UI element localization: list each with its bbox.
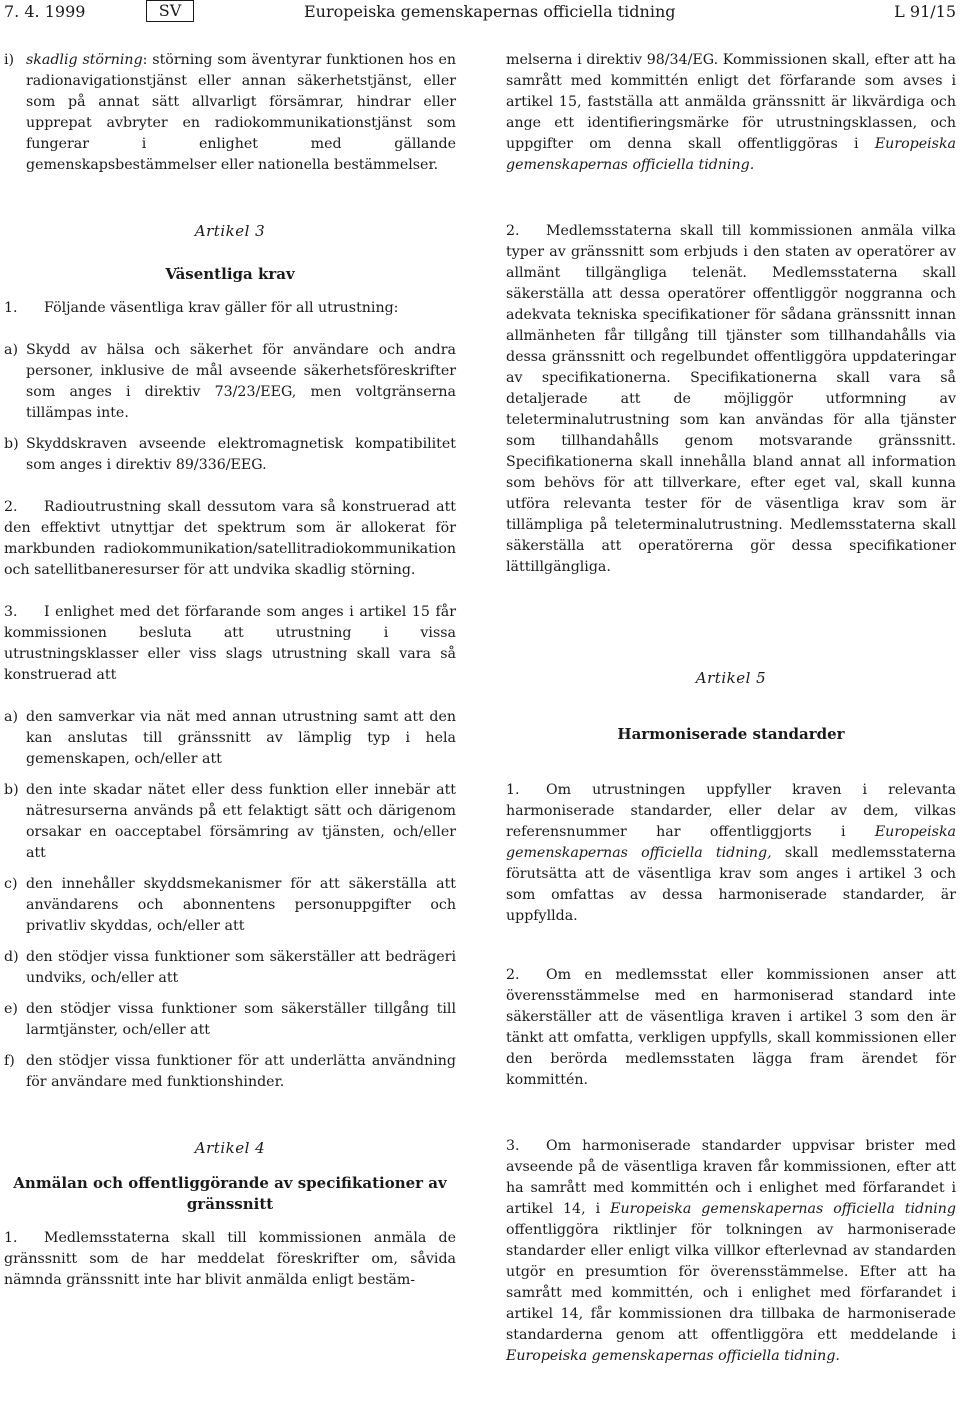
- article-3-title: Artikel 3: [194, 222, 266, 240]
- article-3-heading: Väsentliga krav: [165, 265, 295, 283]
- paragraph-3-2: 2. Radioutrustning skall dessutom vara så konstruerad att den effektivt utnyttjar det spektrum som är allokerat för markbunden radiokommunikation/satellitradiokommunikation och satellitbaneresurser för att undvika skadlig störning.: [4, 499, 456, 578]
- list-item: d) den stödjer vissa funktioner som säkerställer att bedrägeri undviks, och/eller att: [4, 949, 456, 986]
- list-item: f) den stödjer vissa funktioner för att underlätta användning för användare med funktionshinder.: [4, 1053, 456, 1090]
- paragraph-number: 1.: [4, 1230, 18, 1246]
- paragraph-4-2: 2. Medlemsstaterna skall till kommissionen anmäla vilka typer av gränssnitt som erbjuds i den staten av operatörer av allmänt tillgängliga telenät. Medlemsstaterna skall säkerställa att dessa operatörer offentliggör noggranna och adekvata tekniska specifikationer för sådana gränssnitt innan allmänheten får tillgång till tjänster som tillhandahålls via dessa gränssnitt och regelbundet offentliggöra uppdateringar av specifikationerna. Specifikationerna skall vara så detaljerade att de möjliggör utformning av teleterminalutrustning som kan användas för alla tjänster som tillhandahålls genom motsvarande gränssnitt. Specifikationerna skall innehålla bland annat all information som behövs för att tillverkare, efter eget val, skall kunna utföra relevanta tester för de väsentliga krav som är tillämpliga på teleterminalutrustning. Medlemsstaterna skall säkerställa att operatörerna gör dessa specifikationer lättillgängliga.: [506, 223, 956, 575]
- article-4-heading: Anmälan och offentliggörande av specifikationer av gränssnitt: [13, 1174, 447, 1213]
- list-item: a) den samverkar via nät med annan utrustning samt att den kan anslutas till gränssnitt av lämplig typ i hela gemenskapen, och/eller att: [4, 709, 456, 767]
- definition-text: : störning som äventyrar funktionen hos en radionavigationstjänst eller annan säkerhetstjänst, eller som på annat sätt allvarligt försämrar, hindrar eller upprepat avbryter en radiokommunikationstjänst som fungerar i enlighet med gällande gemenskapsbestämmelser eller nationella bestämmelser.: [26, 52, 456, 173]
- paragraph-5-1: 1. Om utrustningen uppfyller kraven i relevanta harmoniserade standarder, eller delar av dem, vilkas referensnummer har offentliggjorts i Europeiska gemenskapernas officiella tidning, skall medlemsstaterna förutsätta att de väsentliga krav som anges i artikel 3 och som omfattas av dessa harmoniserade standarder, är uppfyllda.: [506, 782, 956, 924]
- paragraph-number: 2.: [506, 223, 520, 239]
- definition-i: [4, 50, 456, 176]
- paragraph-4-1: 1. Medlemsstaterna skall till kommissionen anmäla de gränssnitt som de har meddelat föreskrifter om, såvida nämnda gränssnitt inte har blivit anmälda enligt bestäm-: [4, 1230, 456, 1288]
- paragraph-3-3: 3. I enlighet med det förfarande som anges i artikel 15 får kommissionen besluta att utrustning i vissa utrustningsklasser eller viss slags utrustning skall vara så konstruerad att: [4, 604, 456, 683]
- paragraph-4-1-continued: melserna i direktiv 98/34/EG. Kommissionen skall, efter att ha samrått med kommittén enligt det förfarande som avses i artikel 15, fastställa att anmälda gränssnitt är likvärdiga och ange ett identifieringsmärke för utrustningsklassen, och uppgifter om denna skall offentliggöras i Europeiska gemenskapernas officiella tidning.: [506, 52, 956, 173]
- paragraph-5-3: 3. Om harmoniserade standarder uppvisar brister med avseende på de väsentliga kraven får kommissionen, efter att ha samrått med kommittén och i enlighet med förfarandet i artikel 14, i Europeiska gemenskapernas officiella tidning offentliggöra riktlinjer för tolkningen av harmoniserade standarder eller enligt vilka villkor efterlevnad av standarden utgör en presumtion för överensstämmelse. Efter att ha samrått med kommittén, och i enlighet med förfarandet i artikel 14, får kommissionen dra tillbaka de harmoniserade standarderna genom att offentliggöra ett meddelande i Europeiska gemenskapernas officiella tidning.: [506, 1138, 956, 1364]
- issue-date: 7. 4. 1999: [4, 2, 86, 21]
- page-header: [0, 0, 960, 24]
- article-4-title: Artikel 4: [194, 1139, 266, 1157]
- defined-term: skadlig störning: [26, 52, 143, 68]
- journal-reference: Europeiska gemenskapernas officiella tidning.: [506, 1348, 840, 1364]
- list-item: c) den innehåller skyddsmekanismer för att säkerställa att användarens och abonnentens personuppgifter och privatliv skyddas, och/eller att: [4, 876, 456, 934]
- list-item: a) Skydd av hälsa och säkerhet för användare och andra personer, inklusive de mål avseende säkerhetsföreskrifter som anges i direktiv 73/23/EEG, men voltgränserna tillämpas inte.: [4, 342, 456, 421]
- journal-reference: Europeiska gemenskapernas officiella tidning.: [506, 136, 956, 173]
- list-item: b) Skyddskraven avseende elektromagnetisk kompatibilitet som anges i direktiv 89/336/EEG.: [4, 436, 456, 473]
- journal-reference: Europeiska gemenskapernas officiella tidning,: [506, 824, 956, 861]
- journal-title: Europeiska gemenskapernas officiella tidning: [304, 2, 676, 21]
- paragraph-number: 1.: [4, 300, 18, 316]
- list-item: b) den inte skadar nätet eller dess funktion eller innebär att nätresurserna används på ett felaktigt sätt och därigenom orsakar en oacceptabel försämring av tjänsten, och/eller att: [4, 782, 456, 861]
- right-column: [506, 40, 956, 1367]
- journal-reference: Europeiska gemenskapernas officiella tidning: [610, 1201, 956, 1217]
- paragraph-number: 3.: [4, 604, 18, 620]
- page-number: L 91/15: [894, 2, 956, 21]
- article-5-heading: Harmoniserade standarder: [617, 725, 845, 743]
- item-label: i): [4, 52, 15, 68]
- article-5-title: Artikel 5: [695, 669, 767, 687]
- paragraph-number: 2.: [506, 967, 520, 983]
- paragraph-number: 2.: [4, 499, 18, 515]
- paragraph-number: 3.: [506, 1138, 520, 1154]
- paragraph-number: 1.: [506, 782, 520, 798]
- paragraph-5-2: 2. Om en medlemsstat eller kommissionen anser att överensstämmelse med en harmoniserad standard inte säkerställer att de väsentliga kraven i artikel 3 som den är tänkt att omfatta, verkligen uppfylls, skall kommissionen eller den berörda medlemsstaten lägga fram ärendet för kommittén.: [506, 967, 956, 1088]
- paragraph-3-1: 1. Följande väsentliga krav gäller för all utrustning:: [4, 298, 456, 319]
- left-column: [4, 40, 456, 1291]
- language-code: SV: [146, 0, 194, 22]
- list-item: e) den stödjer vissa funktioner som säkerställer tillgång till larmtjänster, och/eller att: [4, 1001, 456, 1038]
